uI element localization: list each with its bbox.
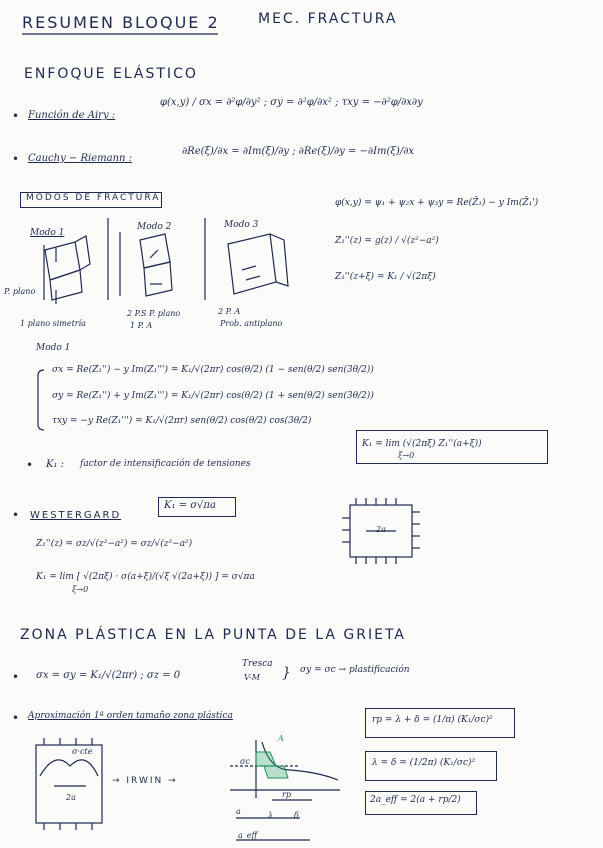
westergaard-z-equation: Z₁''(z) = σz/√(z²−a²) = σz/√(z²−a²) [36, 539, 193, 549]
westergaard-k-equation: K₁ = lim [ √(2πξ) · σ(a+ξ)/(√ξ √(2a+ξ)) ] = σ√πa [36, 572, 255, 582]
mode2-caption-b: 1 P. A [130, 321, 153, 330]
z-formula-1: Z₁''(z) = g(z) / √(z²−a²) [335, 236, 439, 246]
mode1-sketch [44, 236, 90, 304]
fig-delta-label: δ [294, 811, 299, 820]
fig-a-label: a [236, 807, 241, 816]
mode3-label: Modo 3 [224, 220, 259, 230]
k1-limit: ξ→0 [398, 451, 415, 460]
document-title: RESUMEN BLOQUE 2 [22, 13, 220, 32]
fig-A-label: A [278, 734, 284, 743]
plastic-zone-shading [256, 752, 288, 778]
irwin-distribution-sketch [230, 740, 340, 840]
subject-label: MEC. FRACTURA [258, 11, 398, 27]
irwin-plate-sketch [36, 738, 102, 830]
brace-icon: } [282, 665, 291, 681]
plate-crack-label: 2a [376, 525, 386, 534]
fig-lambda-label: λ [268, 811, 274, 820]
bullet-icon: • [12, 152, 20, 166]
z-formula-2: Z₁''(z+ξ) = K₁ / √(2πξ) [335, 272, 436, 282]
k1-description-key: K₁ : [46, 459, 65, 470]
k1-description: factor de intensificación de tensiones [80, 459, 251, 469]
mode2-caption-a: 2 P.S P. plano [127, 309, 181, 318]
lambda-equation: λ = δ = (1/2π) (K₁/σc)² [372, 758, 476, 768]
bullet-icon: • [12, 109, 20, 123]
westergaard-k-limit: ξ→0 [72, 585, 89, 594]
mode3-caption-a: 2 P. A [218, 307, 241, 316]
mode1-caption: 1 plano simetría [20, 319, 86, 328]
mode2-label: Modo 2 [137, 222, 172, 232]
section-heading-plastic: ZONA PLÁSTICA EN LA PUNTA DE LA GRIETA [20, 627, 407, 643]
westergaard-k1: K₁ = σ√πa [164, 500, 216, 511]
phi-formula: φ(x,y) = ψ₁ + ψ₂x + ψ₃y = Re(Z̄₁) − y Im(Z̄₁') [335, 198, 539, 208]
cauchy-label: Cauchy − Riemann : [28, 153, 132, 164]
section-heading-elastic: ENFOQUE ELÁSTICO [24, 66, 198, 82]
westergaard-label: WESTERGARD [30, 510, 122, 521]
fig-rp-label: rp [282, 790, 291, 799]
plastic-stress-equation: σx = σy = K₁/√(2πr) ; σz = 0 [36, 670, 181, 681]
irwin-label: → IRWIN → [112, 776, 178, 786]
mode1-side-label: P. plano [4, 287, 36, 296]
approx-label: Aproximación 1ª orden tamaño zona plástica [28, 711, 233, 721]
mode1-label: Modo 1 [30, 228, 65, 238]
fig-aeff-label: a_eff [238, 831, 258, 840]
airy-formula: φ(x,y) / σx = ∂²φ/∂y² ; σy = ∂²φ/∂x² ; τxy = −∂²φ/∂x∂y [160, 97, 423, 108]
cauchy-formula: ∂Re(ξ)/∂x = ∂Im(ξ)/∂y ; ∂Re(ξ)/∂y = −∂Im(ξ)/∂x [182, 146, 415, 157]
modes-box-label: MODOS DE FRACTURA [26, 193, 161, 203]
mode2-sketch [120, 232, 172, 296]
yield-equation: σy = σc → plastificación [300, 665, 410, 675]
bullet-icon: • [26, 458, 34, 472]
westergaard-plate-sketch [342, 498, 420, 564]
bullet-icon: • [12, 711, 20, 725]
fig-sigma-label: σ·cte [72, 747, 93, 756]
sigma-y-equation: σy = Re(Z₁'') + y Im(Z₁''') = K₁/√(2πr) cos(θ/2) (1 + sen(θ/2) sen(3θ/2)) [52, 391, 374, 401]
von-mises-label: V-M [244, 673, 260, 682]
bullet-icon: • [12, 508, 20, 522]
tau-xy-equation: τxy = −y Re(Z₁''') = K₁/√(2πr) sen(θ/2) cos(θ/2) cos(3θ/2) [52, 416, 312, 426]
modo1-subheading: Modo 1 [36, 343, 71, 353]
fig-2a-label: 2a [66, 793, 76, 802]
aeff-equation: 2a_eff = 2(a + rp/2) [370, 795, 461, 805]
airy-label: Función de Airy : [28, 110, 116, 121]
bullet-icon: • [12, 670, 20, 684]
mode3-caption-b: Prob. antiplano [220, 319, 283, 328]
rp-equation: rp = λ + δ = (1/π) (K₁/σc)² [372, 715, 493, 725]
mode3-sketch [228, 234, 288, 294]
equation-brace [38, 370, 44, 430]
fig-sigma-c-label: σc [240, 757, 250, 766]
sigma-x-equation: σx = Re(Z₁'') − y Im(Z₁''') = K₁/√(2πr) cos(θ/2) (1 − sen(θ/2) sen(3θ/2)) [52, 365, 374, 375]
k1-definition: K₁ = lim (√(2πξ) Z₁''(a+ξ)) [362, 439, 482, 449]
tresca-label: Tresca [242, 659, 273, 669]
